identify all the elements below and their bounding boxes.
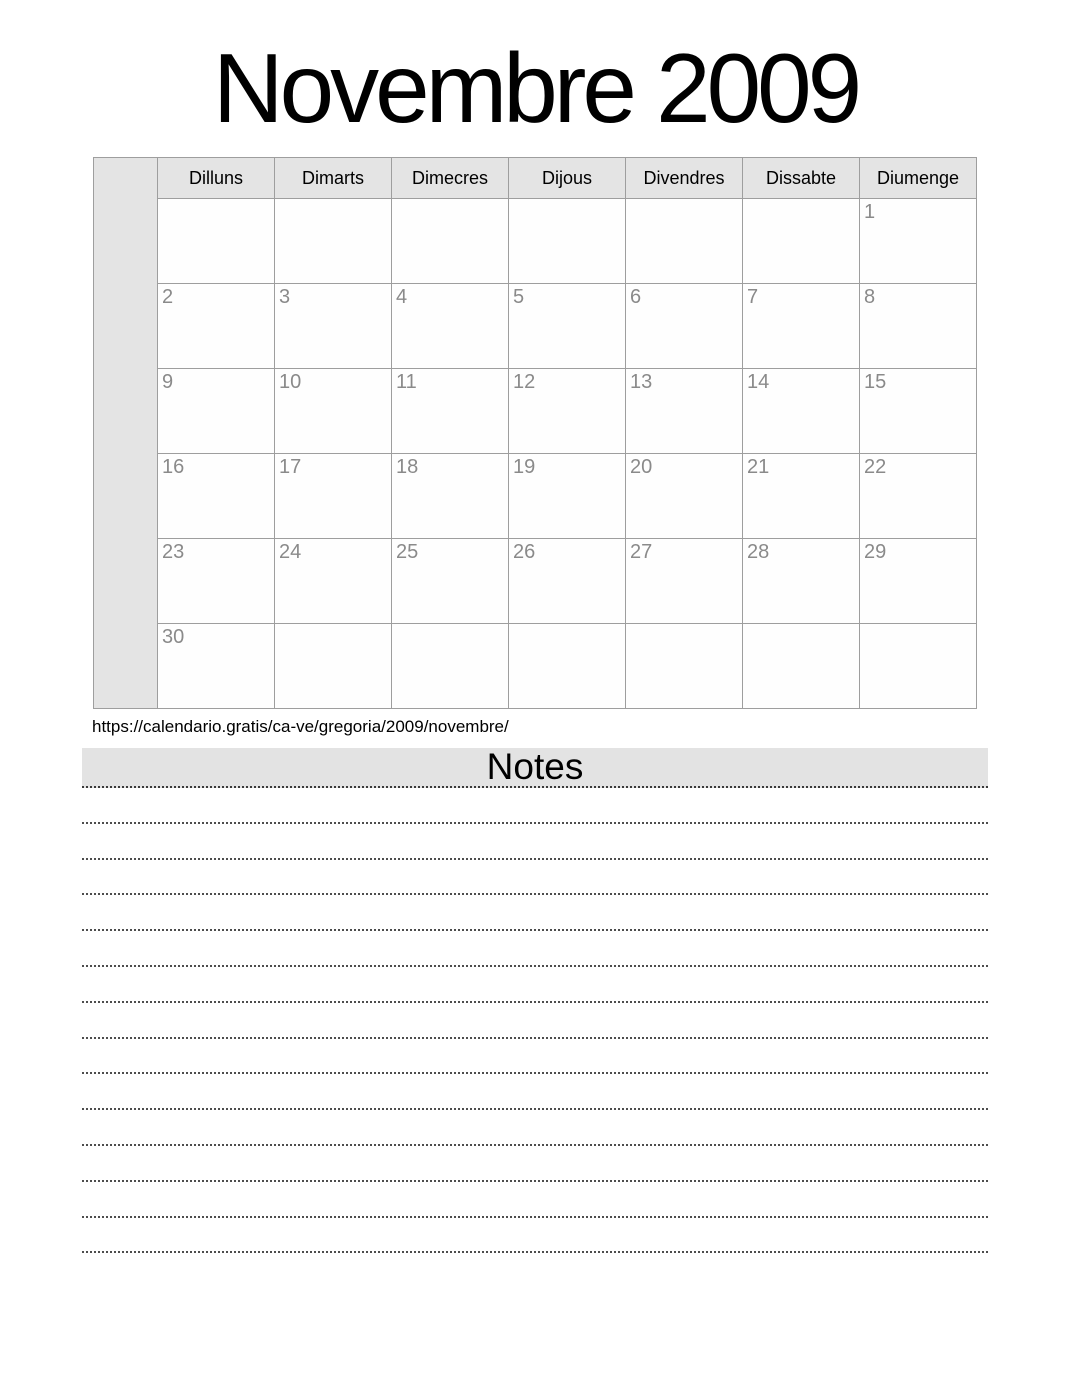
notes-line-6	[82, 967, 988, 1003]
day-cell-1	[860, 199, 977, 284]
notes-title: Notes	[486, 746, 584, 787]
day-cell-empty	[392, 199, 509, 284]
day-number: 19	[513, 456, 536, 478]
day-number: 14	[747, 371, 770, 393]
day-number	[860, 624, 976, 627]
day-number: 22	[864, 456, 887, 478]
day-cell-empty	[860, 624, 977, 709]
day-cell-30	[158, 624, 275, 709]
day-cell-empty	[392, 624, 509, 709]
day-number: 20	[630, 456, 653, 478]
day-number: 25	[396, 541, 419, 563]
day-cell-empty	[275, 199, 392, 284]
weekday-header-row	[94, 158, 977, 199]
week-row-6	[94, 624, 977, 709]
day-number: 23	[162, 541, 185, 563]
day-number	[392, 624, 508, 627]
day-cell-24	[275, 539, 392, 624]
day-number	[275, 199, 391, 202]
day-cell-22	[860, 454, 977, 539]
weekday-header-dissabte: Dissabte	[743, 158, 860, 199]
day-number: 10	[279, 371, 302, 393]
day-number: 4	[396, 286, 408, 308]
day-cell-empty	[509, 624, 626, 709]
day-cell-15	[860, 369, 977, 454]
week-row-2	[94, 284, 977, 369]
notes-line-9	[82, 1074, 988, 1110]
day-cell-11	[392, 369, 509, 454]
day-cell-28	[743, 539, 860, 624]
day-cell-3	[275, 284, 392, 369]
day-cell-empty	[626, 199, 743, 284]
day-cell-empty	[743, 624, 860, 709]
notes-line-1	[82, 788, 988, 824]
weekday-header-dilluns: Dilluns	[158, 158, 275, 199]
notes-line-8	[82, 1039, 988, 1075]
day-cell-29	[860, 539, 977, 624]
day-number	[626, 624, 742, 627]
weekday-header-diumenge: Diumenge	[860, 158, 977, 199]
day-number: 7	[747, 286, 759, 308]
day-number: 18	[396, 456, 419, 478]
notes-line-12	[82, 1182, 988, 1218]
week-row-3	[94, 369, 977, 454]
day-number	[509, 199, 625, 202]
week-row-1	[94, 199, 977, 284]
notes-line-10	[82, 1110, 988, 1146]
notes-line-3	[82, 860, 988, 896]
day-cell-25	[392, 539, 509, 624]
day-number: 15	[864, 371, 887, 393]
day-cell-empty	[626, 624, 743, 709]
day-number: 24	[279, 541, 302, 563]
day-cell-4	[392, 284, 509, 369]
day-number: 6	[630, 286, 642, 308]
day-cell-12	[509, 369, 626, 454]
weekday-header-dimecres: Dimecres	[392, 158, 509, 199]
day-number	[743, 624, 859, 627]
day-number: 17	[279, 456, 302, 478]
day-cell-7	[743, 284, 860, 369]
day-cell-17	[275, 454, 392, 539]
notes-line-13	[82, 1218, 988, 1254]
day-cell-8	[860, 284, 977, 369]
day-number: 5	[513, 286, 525, 308]
day-number: 21	[747, 456, 770, 478]
day-cell-empty	[275, 624, 392, 709]
day-number: 13	[630, 371, 653, 393]
day-cell-empty	[509, 199, 626, 284]
day-cell-16	[158, 454, 275, 539]
day-cell-empty	[743, 199, 860, 284]
day-cell-5	[509, 284, 626, 369]
day-number	[509, 624, 625, 627]
weekday-header-dimarts: Dimarts	[275, 158, 392, 199]
notes-line-4	[82, 895, 988, 931]
notes-section	[82, 748, 988, 1253]
day-cell-23	[158, 539, 275, 624]
weekday-header-dijous: Dijous	[509, 158, 626, 199]
day-cell-2	[158, 284, 275, 369]
day-number: 12	[513, 371, 536, 393]
source-url-text: https://calendario.gratis/ca-ve/gregoria/2009/novembre/	[92, 717, 509, 736]
day-cell-19	[509, 454, 626, 539]
notes-line-11	[82, 1146, 988, 1182]
day-cell-20	[626, 454, 743, 539]
week-row-5	[94, 539, 977, 624]
day-number	[626, 199, 742, 202]
day-number: 30	[162, 626, 185, 648]
day-number: 16	[162, 456, 185, 478]
day-number	[275, 624, 391, 627]
day-cell-21	[743, 454, 860, 539]
day-cell-9	[158, 369, 275, 454]
notes-line-2	[82, 824, 988, 860]
day-cell-14	[743, 369, 860, 454]
day-number: 3	[279, 286, 291, 308]
day-number: 8	[864, 286, 876, 308]
day-number: 28	[747, 541, 770, 563]
day-number	[743, 199, 859, 202]
day-cell-26	[509, 539, 626, 624]
calendar-table	[93, 157, 977, 709]
day-number: 1	[864, 201, 876, 223]
page-title: Novembre 2009	[212, 33, 859, 143]
week-row-4	[94, 454, 977, 539]
day-number: 11	[396, 371, 417, 393]
notes-lines-area	[82, 788, 988, 1253]
day-cell-27	[626, 539, 743, 624]
day-number	[392, 199, 508, 202]
weekday-header-divendres: Divendres	[626, 158, 743, 199]
day-number: 2	[162, 286, 174, 308]
day-cell-13	[626, 369, 743, 454]
day-number: 27	[630, 541, 653, 563]
day-number: 26	[513, 541, 536, 563]
day-cell-empty	[158, 199, 275, 284]
day-number: 29	[864, 541, 887, 563]
notes-line-5	[82, 931, 988, 967]
day-number: 9	[162, 371, 174, 393]
week-side-column	[94, 158, 158, 709]
day-cell-18	[392, 454, 509, 539]
day-cell-6	[626, 284, 743, 369]
day-cell-10	[275, 369, 392, 454]
notes-line-7	[82, 1003, 988, 1039]
notes-header-bar	[82, 748, 988, 788]
day-number	[158, 199, 274, 202]
